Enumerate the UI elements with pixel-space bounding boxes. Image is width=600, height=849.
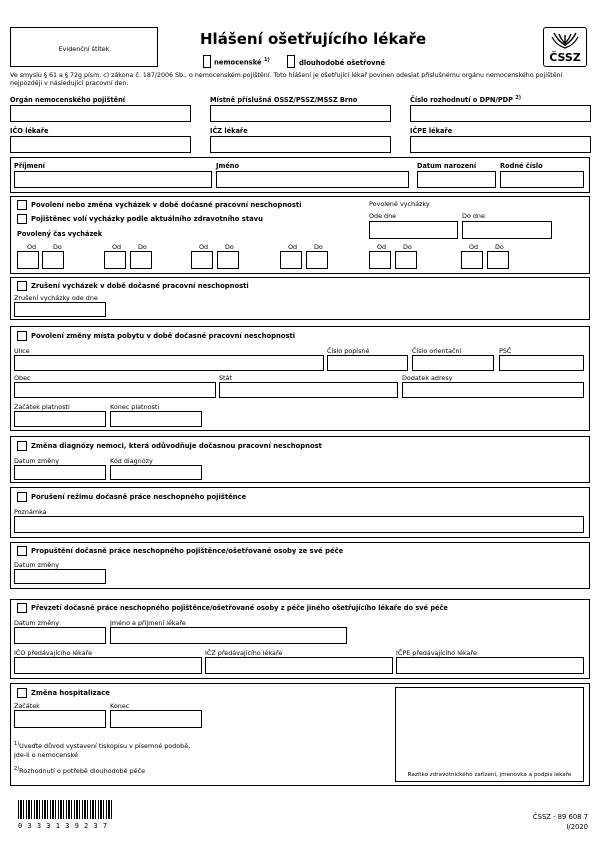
dpn-sup: 2) bbox=[515, 95, 522, 101]
valid-end-field[interactable] bbox=[110, 411, 202, 427]
house-field[interactable] bbox=[327, 355, 408, 371]
prev-icz-field[interactable] bbox=[205, 657, 393, 674]
do-label-1: Do bbox=[53, 243, 62, 251]
checkbox-longterm[interactable] bbox=[287, 55, 295, 68]
cancel-from-label: Zrušení vycházky ode dne bbox=[14, 294, 98, 302]
od-field-3[interactable] bbox=[191, 251, 213, 269]
to-date-label: Do dne bbox=[462, 212, 485, 220]
form-version: I/2020 bbox=[566, 823, 588, 831]
from-date-field[interactable] bbox=[369, 221, 458, 239]
od-field-2[interactable] bbox=[104, 251, 126, 269]
surname-label: Příjmení bbox=[14, 162, 45, 170]
ossz-label: Místně příslušná OSSZ/PSSZ/MSSZ Brno bbox=[210, 96, 358, 104]
allow-outings-label: Povolení nebo změna vycházek v době dočasné pracovní neschopnosti bbox=[31, 201, 302, 209]
prev-icz-label: IČZ předávajícího lékaře bbox=[205, 649, 283, 657]
doctor-name-field[interactable] bbox=[110, 627, 347, 644]
hospital-start-field[interactable] bbox=[14, 710, 106, 728]
street-field[interactable] bbox=[14, 355, 324, 371]
do-label-5: Do bbox=[403, 243, 412, 251]
ico-field[interactable] bbox=[10, 136, 191, 153]
state-label: Stát bbox=[219, 374, 232, 382]
do-label-6: Do bbox=[495, 243, 504, 251]
surname-field[interactable] bbox=[14, 171, 212, 188]
street-label: Ulice bbox=[14, 347, 30, 355]
organ-label: Orgán nemocenského pojištění bbox=[10, 96, 126, 104]
diagnosis-code-field[interactable] bbox=[110, 465, 202, 480]
takeover-date-label: Datum změny bbox=[14, 619, 59, 627]
organ-field[interactable] bbox=[10, 105, 191, 122]
checkbox-release[interactable] bbox=[17, 546, 27, 556]
hospital-end-field[interactable] bbox=[110, 710, 202, 728]
icz-label: IČZ lékaře bbox=[210, 127, 248, 135]
birthdate-label: Datum narození bbox=[417, 162, 477, 170]
checkbox-hospital[interactable] bbox=[17, 688, 27, 698]
house-label: Číslo popisné bbox=[327, 347, 370, 355]
footnote-1-sup: 1) bbox=[14, 741, 20, 747]
diagnosis-title: Změna diagnózy nemoci, která odůvodňuje dočasnou pracovní neschopnost bbox=[31, 442, 322, 450]
birthnum-field[interactable] bbox=[500, 171, 584, 188]
psc-field[interactable] bbox=[499, 355, 584, 371]
ossz-field[interactable] bbox=[210, 105, 391, 122]
orient-field[interactable] bbox=[412, 355, 494, 371]
icpe-field[interactable] bbox=[410, 136, 591, 153]
allowed-outings-label: Povolené vycházky bbox=[369, 200, 430, 208]
opt-sick-label bbox=[214, 58, 270, 66]
do-field-5[interactable] bbox=[395, 251, 417, 269]
do-label-4: Do bbox=[314, 243, 323, 251]
opt-longterm-label: dlouhodobé ošetřovné bbox=[299, 59, 386, 67]
do-field-1[interactable] bbox=[42, 251, 64, 269]
orient-label: Číslo orientační bbox=[412, 347, 462, 355]
choose-outings-label: Pojištěnec volí vycházky podle aktuálního zdravotního stavu bbox=[31, 215, 263, 223]
dpn-label bbox=[410, 96, 521, 104]
icpe-label: IČPE lékaře bbox=[410, 127, 453, 135]
barcode bbox=[18, 800, 113, 819]
barcode-number: 0 3 3 3 1 3 9 2 3 7 bbox=[18, 822, 108, 830]
icz-field[interactable] bbox=[210, 136, 391, 153]
od-label-3: Od bbox=[199, 243, 209, 251]
note-field[interactable] bbox=[14, 516, 584, 533]
form-title: Hlášení ošetřujícího lékaře bbox=[200, 30, 427, 48]
diagnosis-date-field[interactable] bbox=[14, 465, 106, 480]
footnote-1 bbox=[14, 741, 204, 759]
name-field[interactable] bbox=[216, 171, 409, 188]
to-date-field[interactable] bbox=[462, 221, 552, 239]
checkbox-violation[interactable] bbox=[17, 492, 27, 502]
birthdate-field[interactable] bbox=[417, 171, 496, 188]
psc-label: PSČ bbox=[499, 347, 512, 355]
footnote-1-text: Uveďte důvod vystavení tiskopisu v písemné podobě, jde-li o nemocenské bbox=[14, 742, 191, 759]
takeover-date-field[interactable] bbox=[14, 627, 106, 644]
stamp-box bbox=[10, 27, 158, 67]
doctor-name-label: Jméno a příjmení lékaře bbox=[110, 619, 186, 627]
valid-start-label: Začátek platnosti bbox=[14, 403, 70, 411]
extra-field[interactable] bbox=[402, 382, 584, 398]
cancel-outings-title: Zrušení vycházek v době dočasné pracovní neschopnosti bbox=[31, 282, 249, 290]
valid-start-field[interactable] bbox=[14, 411, 106, 427]
do-field-2[interactable] bbox=[130, 251, 152, 269]
dpn-field[interactable] bbox=[410, 105, 591, 122]
ico-label: IČO lékaře bbox=[10, 127, 49, 135]
do-field-6[interactable] bbox=[487, 251, 509, 269]
cssz-logo-icon bbox=[544, 31, 586, 51]
form-code: ČSSZ - 89 608 7 bbox=[532, 813, 588, 821]
hospital-title: Změna hospitalizace bbox=[31, 689, 110, 697]
signature-caption: Razítko zdravotnického zařízení, jmenovka a podpis lékaře bbox=[407, 772, 572, 778]
stay-title: Povolení změny místa pobytu v době dočasné pracovní neschopnosti bbox=[31, 332, 296, 340]
checkbox-diagnosis[interactable] bbox=[17, 441, 27, 451]
do-field-3[interactable] bbox=[217, 251, 239, 269]
intro-text: Ve smyslu § 61 a § 72g písm. c) zákona č. 187/2006 Sb., o nemocenském pojištění. Toto hlášení je ošetřující lékař povinen odeslat příslušnému orgánu nemocenského pojištění nejpozději v následující pracovní den. bbox=[10, 72, 563, 87]
checkbox-stay[interactable] bbox=[17, 331, 27, 341]
hospital-end-label: Konec bbox=[110, 702, 130, 710]
valid-end-label: Konec platnosti bbox=[110, 403, 160, 411]
od-field-5[interactable] bbox=[369, 251, 391, 269]
opt-sick-sup: 1) bbox=[264, 57, 270, 63]
prev-icpe-field[interactable] bbox=[396, 657, 584, 674]
checkbox-allow-outings[interactable] bbox=[17, 200, 27, 210]
od-field-4[interactable] bbox=[280, 251, 302, 269]
footnote-2 bbox=[14, 766, 204, 776]
name-label: Jméno bbox=[216, 162, 240, 170]
hospital-start-label: Začátek bbox=[14, 702, 40, 710]
footnote-2-text: Rozhodnutí o potřebě dlouhodobé péče bbox=[19, 767, 146, 776]
prev-icpe-label: IČPE předávajícího lékaře bbox=[396, 649, 477, 657]
extra-label: Dodatek adresy bbox=[402, 374, 453, 382]
od-field-6[interactable] bbox=[461, 251, 483, 269]
od-label-4: Od bbox=[288, 243, 298, 251]
footnote-2-sup: 2) bbox=[14, 766, 20, 772]
stamp-label: Evidenční štítek bbox=[58, 45, 110, 53]
checkbox-takeover[interactable] bbox=[17, 603, 27, 613]
od-label-1: Od bbox=[27, 243, 37, 251]
od-label-5: Od bbox=[377, 243, 387, 251]
cssz-logo bbox=[543, 27, 587, 67]
release-date-label: Datum změny bbox=[14, 561, 59, 569]
od-field-1[interactable] bbox=[17, 251, 39, 269]
violation-title: Porušení režimu dočasně práce neschopného pojištěnce bbox=[31, 493, 247, 501]
town-field[interactable] bbox=[14, 382, 216, 398]
do-label-3: Do bbox=[225, 243, 234, 251]
dpn-label-text: Číslo rozhodnutí o DPN/PDP bbox=[410, 96, 513, 105]
birthnum-label: Rodné číslo bbox=[500, 162, 543, 170]
note-label: Poznámka bbox=[14, 508, 47, 516]
od-label-2: Od bbox=[112, 243, 122, 251]
takeover-title: Převzetí dočasně práce neschopného pojištěnce/ošetřované osoby z péče jiného ošetřujícího lékaře do své péče bbox=[31, 604, 448, 612]
prev-ico-label: IČO předávajícího lékaře bbox=[14, 649, 93, 657]
signature-box[interactable] bbox=[395, 687, 584, 782]
do-label-2: Do bbox=[138, 243, 147, 251]
cancel-from-field[interactable] bbox=[14, 302, 106, 317]
from-date-label: Ode dne bbox=[369, 212, 397, 220]
outing-time-label: Povolený čas vycházek bbox=[17, 230, 103, 238]
diagnosis-code-label: Kód diagnózy bbox=[110, 457, 153, 465]
od-label-6: Od bbox=[469, 243, 479, 251]
state-field[interactable] bbox=[219, 382, 398, 398]
diagnosis-date-label: Datum změny bbox=[14, 457, 59, 465]
release-date-field[interactable] bbox=[14, 569, 106, 584]
do-field-4[interactable] bbox=[306, 251, 328, 269]
checkbox-sick[interactable] bbox=[203, 55, 211, 68]
release-title: Propuštění dočasně práce neschopného pojištěnce/ošetřované osoby ze své péče bbox=[31, 547, 344, 555]
cssz-logo-text: ČSSZ bbox=[549, 51, 581, 64]
checkbox-cancel-outings[interactable] bbox=[17, 281, 27, 291]
opt-sick-text: nemocenské bbox=[214, 58, 262, 67]
prev-ico-field[interactable] bbox=[14, 657, 202, 674]
town-label: Obec bbox=[14, 374, 31, 382]
checkbox-choose-outings[interactable] bbox=[17, 214, 27, 224]
